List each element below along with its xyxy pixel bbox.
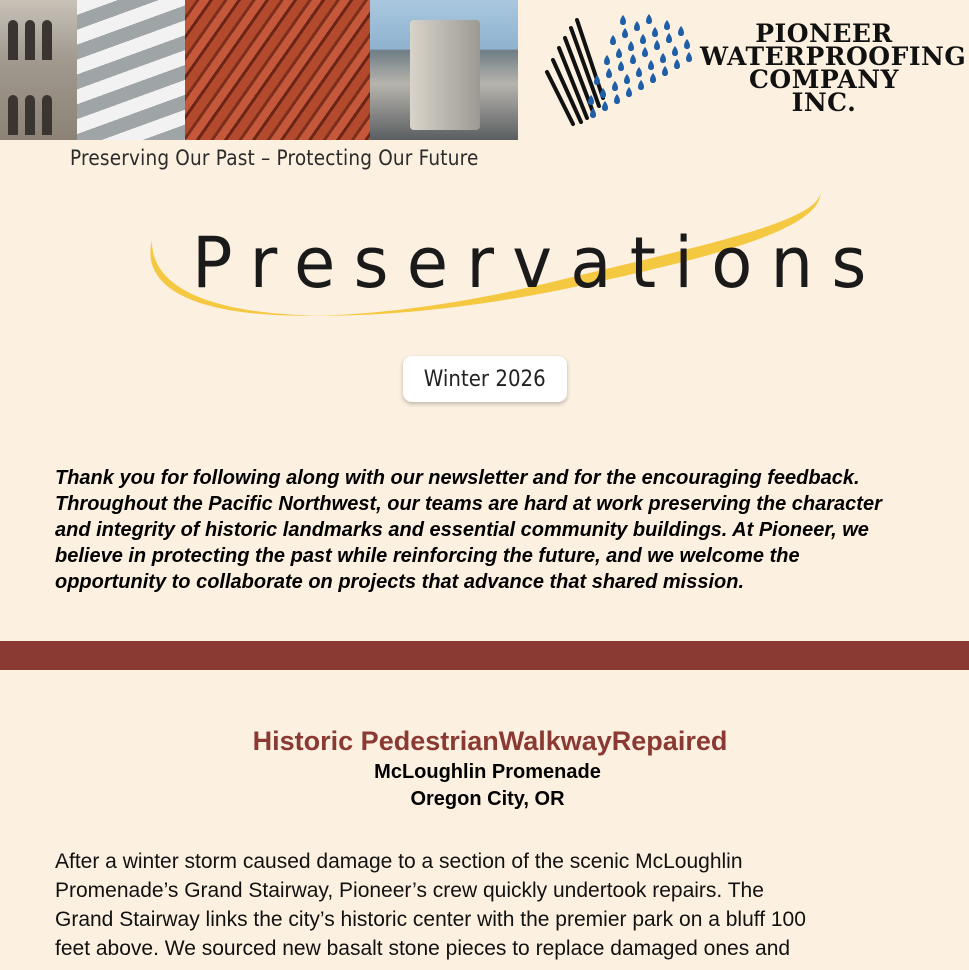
pioneer-logo-icon bbox=[543, 14, 703, 129]
water-drop-icon bbox=[620, 15, 626, 25]
water-drop-icon bbox=[684, 39, 690, 49]
header-photo-strip bbox=[0, 0, 518, 140]
brick-wall-photo bbox=[185, 0, 370, 140]
water-drop-icon bbox=[624, 74, 630, 84]
water-drop-icon bbox=[628, 41, 634, 51]
section-divider bbox=[0, 641, 969, 670]
tagline: Preserving Our Past – Protecting Our Future bbox=[70, 146, 479, 170]
intro-line: believe in protecting the past while reinforcing the future, and we welcome the bbox=[55, 545, 800, 567]
water-drop-icon bbox=[614, 94, 620, 104]
intro-line: Throughout the Pacific Northwest, our teams are hard at work preserving the character bbox=[55, 493, 882, 515]
water-drop-icon bbox=[638, 80, 644, 90]
water-drop-icon bbox=[660, 53, 666, 63]
water-drop-icon bbox=[602, 101, 608, 111]
water-drop-icon bbox=[604, 55, 610, 65]
water-drop-icon bbox=[642, 47, 648, 57]
water-drop-icon bbox=[630, 54, 636, 64]
edition-label: Winter 2026 bbox=[424, 366, 546, 392]
water-drop-icon bbox=[622, 28, 628, 38]
water-drop-icon bbox=[678, 26, 684, 36]
water-drop-icon bbox=[652, 27, 658, 37]
modern-balconies-photo bbox=[77, 0, 185, 140]
water-drop-icon bbox=[648, 60, 654, 70]
newsletter-title: Preservations bbox=[192, 222, 885, 304]
edition-badge bbox=[403, 356, 567, 402]
company-name-line: INC. bbox=[791, 88, 857, 117]
water-drop-icon bbox=[666, 33, 672, 43]
water-drop-icon bbox=[654, 40, 660, 50]
water-drop-icon bbox=[662, 66, 668, 76]
water-drop-icon bbox=[674, 59, 680, 69]
intro-line: opportunity to collaborate on projects that advance that shared mission. bbox=[55, 571, 744, 593]
company-name-line: WATERPROOFING bbox=[700, 42, 967, 71]
intro-paragraph bbox=[55, 465, 969, 595]
water-drop-icon bbox=[650, 73, 656, 83]
company-name-line: COMPANY bbox=[749, 65, 899, 94]
water-drop-icon bbox=[664, 20, 670, 30]
article-body-line: Grand Stairway links the city’s historic center with the premier park on a bluff 100 bbox=[55, 908, 806, 931]
water-drop-icon bbox=[634, 21, 640, 31]
company-name bbox=[700, 19, 967, 117]
water-drop-icon bbox=[646, 14, 652, 24]
article-title: Historic PedestrianWalkwayRepaired bbox=[252, 726, 728, 756]
water-drop-icon bbox=[636, 67, 642, 77]
water-drop-icon bbox=[640, 34, 646, 44]
intro-line: and integrity of historic landmarks and essential community buildings. At Pioneer, we bbox=[55, 519, 869, 541]
historic-facade-photo bbox=[0, 0, 77, 140]
article-body bbox=[55, 847, 955, 963]
water-drop-icon bbox=[610, 35, 616, 45]
intro-line: Thank you for following along with our newsletter and for the encouraging feedback. bbox=[55, 467, 860, 489]
article-location-city: Oregon City, OR bbox=[410, 788, 565, 810]
water-drop-icon bbox=[672, 46, 678, 56]
water-drop-icon bbox=[606, 68, 612, 78]
water-drop-icon bbox=[686, 52, 692, 62]
article-body-line: Promenade’s Grand Stairway, Pioneer’s crew quickly undertook repairs. The bbox=[55, 879, 764, 902]
article-body-line: After a winter storm caused damage to a section of the scenic McLoughlin bbox=[55, 850, 743, 873]
water-drop-icon bbox=[616, 48, 622, 58]
article-location-name: McLoughlin Promenade bbox=[374, 761, 601, 783]
water-drop-icon bbox=[618, 61, 624, 71]
water-drop-icon bbox=[626, 87, 632, 97]
company-name-line: PIONEER bbox=[755, 19, 893, 48]
ornate-building-photo bbox=[370, 0, 518, 140]
water-drop-icon bbox=[612, 81, 618, 91]
article-body-line: feet above. We sourced new basalt stone pieces to replace damaged ones and bbox=[55, 937, 791, 960]
